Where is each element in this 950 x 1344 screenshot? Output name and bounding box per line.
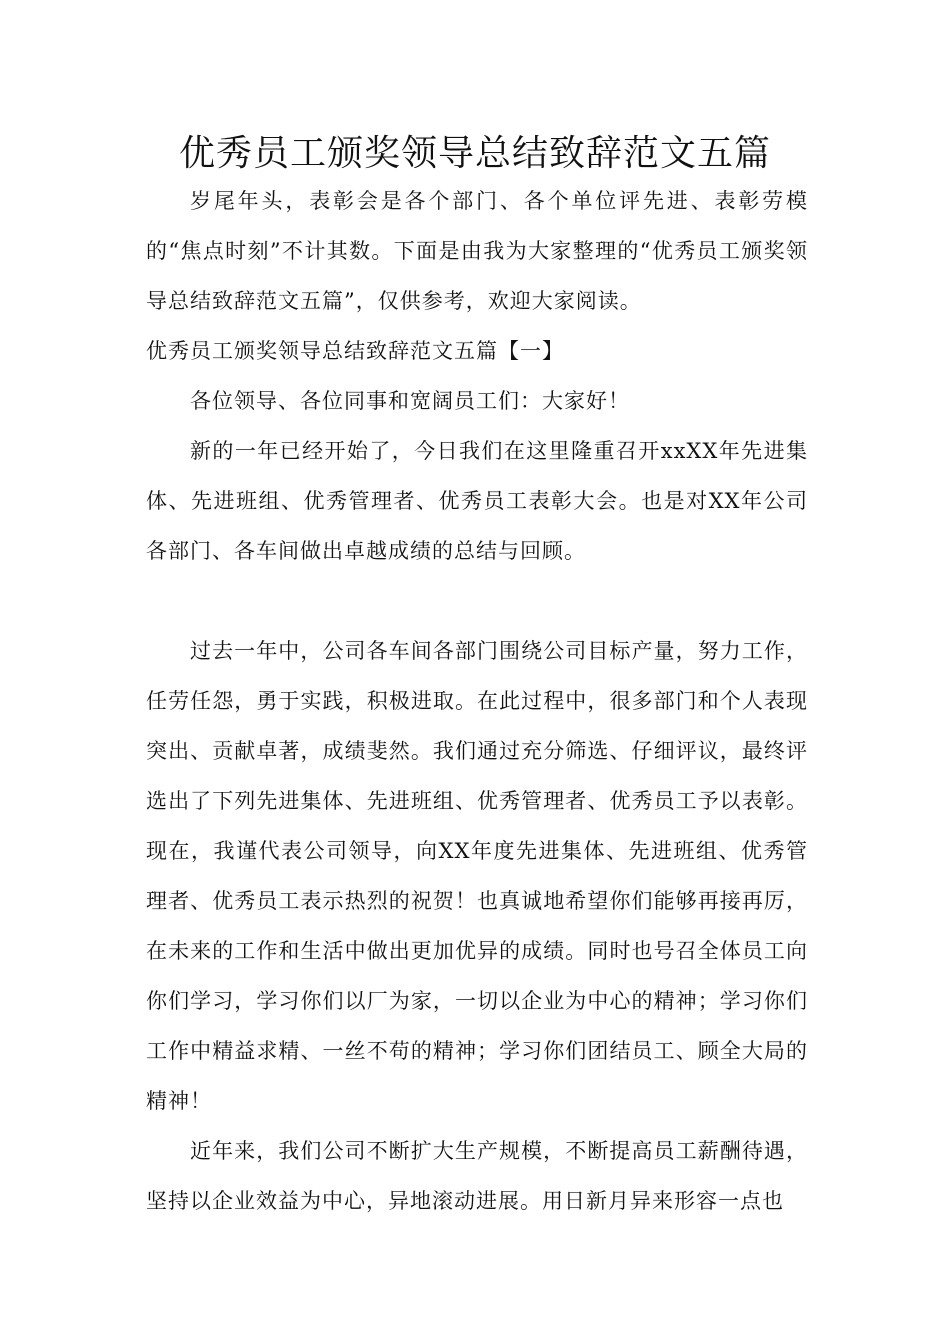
- intro-paragraph: 岁尾年头，表彰会是各个部门、各个单位评先进、表彰劳模的“焦点时刻”不计其数。下面是由我为大家整理的“优秀员工颁奖领导总结致辞范文五篇”，仅供参考，欢迎大家阅读。: [146, 189, 808, 313]
- body-paragraph-3: 近年来，我们公司不断扩大生产规模，不断提高员工薪酬待遇，坚持以企业效益为中心，异地滚动进展。用日新月异来形容一点也: [146, 1139, 808, 1213]
- body-paragraph-1: 新的一年已经开始了，今日我们在这里隆重召开xxXX年先进集体、先进班组、优秀管理者、优秀员工表彰大会。也是对XX年公司各部门、各车间做出卓越成绩的总结与回顾。: [146, 439, 808, 563]
- section-heading: 优秀员工颁奖领导总结致辞范文五篇【一】: [146, 339, 564, 363]
- body-paragraph-2: 过去一年中，公司各车间各部门围绕公司目标产量，努力工作，任劳任怨，勇于实践，积极进取。在此过程中，很多部门和个人表现突出、贡献卓著，成绩斐然。我们通过充分筛选、仔细评议，最终评选出了下列先进集体、先进班组、优秀管理者、优秀员工予以表彰。现在，我谨代表公司领导，向XX年度先进集体、先进班组、优秀管理者、优秀员工表示热烈的祝贺！也真诚地希望你们能够再接再厉，在未来的工作和生活中做出更加优异的成绩。同时也号召全体员工向你们学习，学习你们以厂为家，一切以企业为中心的精神；学习你们工作中精益求精、一丝不苟的精神；学习你们团结员工、顾全大局的精神！: [146, 639, 808, 1113]
- document-title: 优秀员工颁奖领导总结致辞范文五篇: [178, 133, 771, 174]
- greeting-paragraph: 各位领导、各位同事和宽阔员工们：大家好！: [190, 389, 630, 413]
